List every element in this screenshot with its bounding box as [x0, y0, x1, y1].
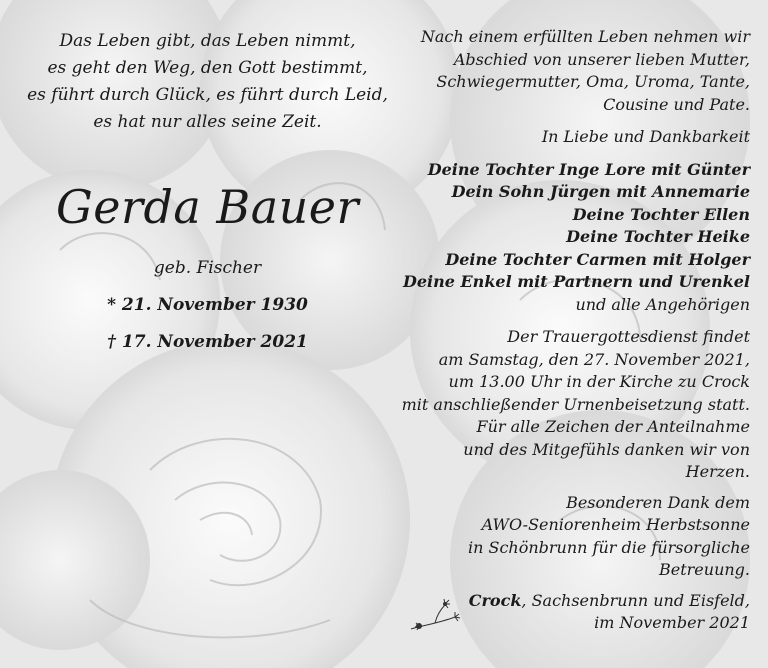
place-date [395, 590, 750, 635]
poem-line: es geht den Weg, den Gott bestimmt, [47, 58, 368, 78]
service-line: und des Mitgefühls danken wir von Herzen. [463, 439, 750, 481]
service-line: mit anschließender Urnenbeisetzung statt. [401, 394, 750, 414]
service-line: Der Trauergottesdienst findet [507, 327, 750, 346]
thanks-line: in Schönbrunn für die fürsorgliche Betreuung. [467, 537, 750, 579]
poem-line: es hat nur alles seine Zeit. [93, 112, 322, 132]
place-bold: Crock [468, 590, 522, 610]
left-column [10, 28, 405, 354]
place-line [469, 590, 750, 613]
place-rest: , Sachsenbrunn und Eisfeld, [521, 590, 750, 610]
mourner: Deine Tochter Ellen [572, 204, 750, 224]
service-info [395, 326, 750, 484]
service-line: am Samstag, den 27. November 2021, [438, 349, 750, 369]
mourner: Deine Tochter Inge Lore mit Günter [427, 159, 750, 179]
service-line: Für alle Zeichen der Anteilnahme [476, 417, 750, 436]
announcement [395, 26, 750, 116]
poem-line: Das Leben gibt, das Leben nimmt, [59, 31, 356, 51]
dandelion-sprig-icon [405, 595, 461, 635]
gratitude-line: In Liebe und Dankbarkeit [541, 127, 750, 146]
announcement-line: Abschied von unserer lieben Mutter, [453, 49, 750, 69]
thanks-block [395, 492, 750, 582]
mourners-list [395, 159, 750, 294]
announcement-line: Cousine und Pate. [603, 94, 750, 114]
mourner: Deine Tochter Heike [566, 227, 750, 246]
month-line: im November 2021 [594, 613, 750, 632]
announcement-line: Schwiegermutter, Oma, Uroma, Tante, [436, 72, 750, 91]
poem [10, 28, 405, 136]
service-line: um 13.00 Uhr in der Kirche zu Crock [448, 372, 750, 391]
thanks-line: AWO-Seniorenheim Herbstsonne [481, 515, 750, 534]
mourner: Deine Tochter Carmen mit Holger [445, 249, 750, 269]
deceased-name: Gerda Bauer [55, 180, 360, 234]
death-date: † 17. November 2021 [107, 332, 308, 352]
mourner: Deine Enkel mit Partnern und Urenkel [402, 272, 750, 291]
relatives-line: und alle Angehörigen [575, 294, 750, 314]
birth-date: * 21. November 1930 [107, 295, 308, 315]
thanks-line: Besonderen Dank dem [566, 492, 750, 512]
mourner: Dein Sohn Jürgen mit Annemarie [451, 182, 750, 201]
announcement-line: Nach einem erfüllten Leben nehmen wir [420, 27, 750, 46]
right-column [395, 26, 750, 635]
birth-name: geb. Fischer [153, 258, 262, 278]
poem-line: es führt durch Glück, es führt durch Leid, [27, 85, 388, 105]
